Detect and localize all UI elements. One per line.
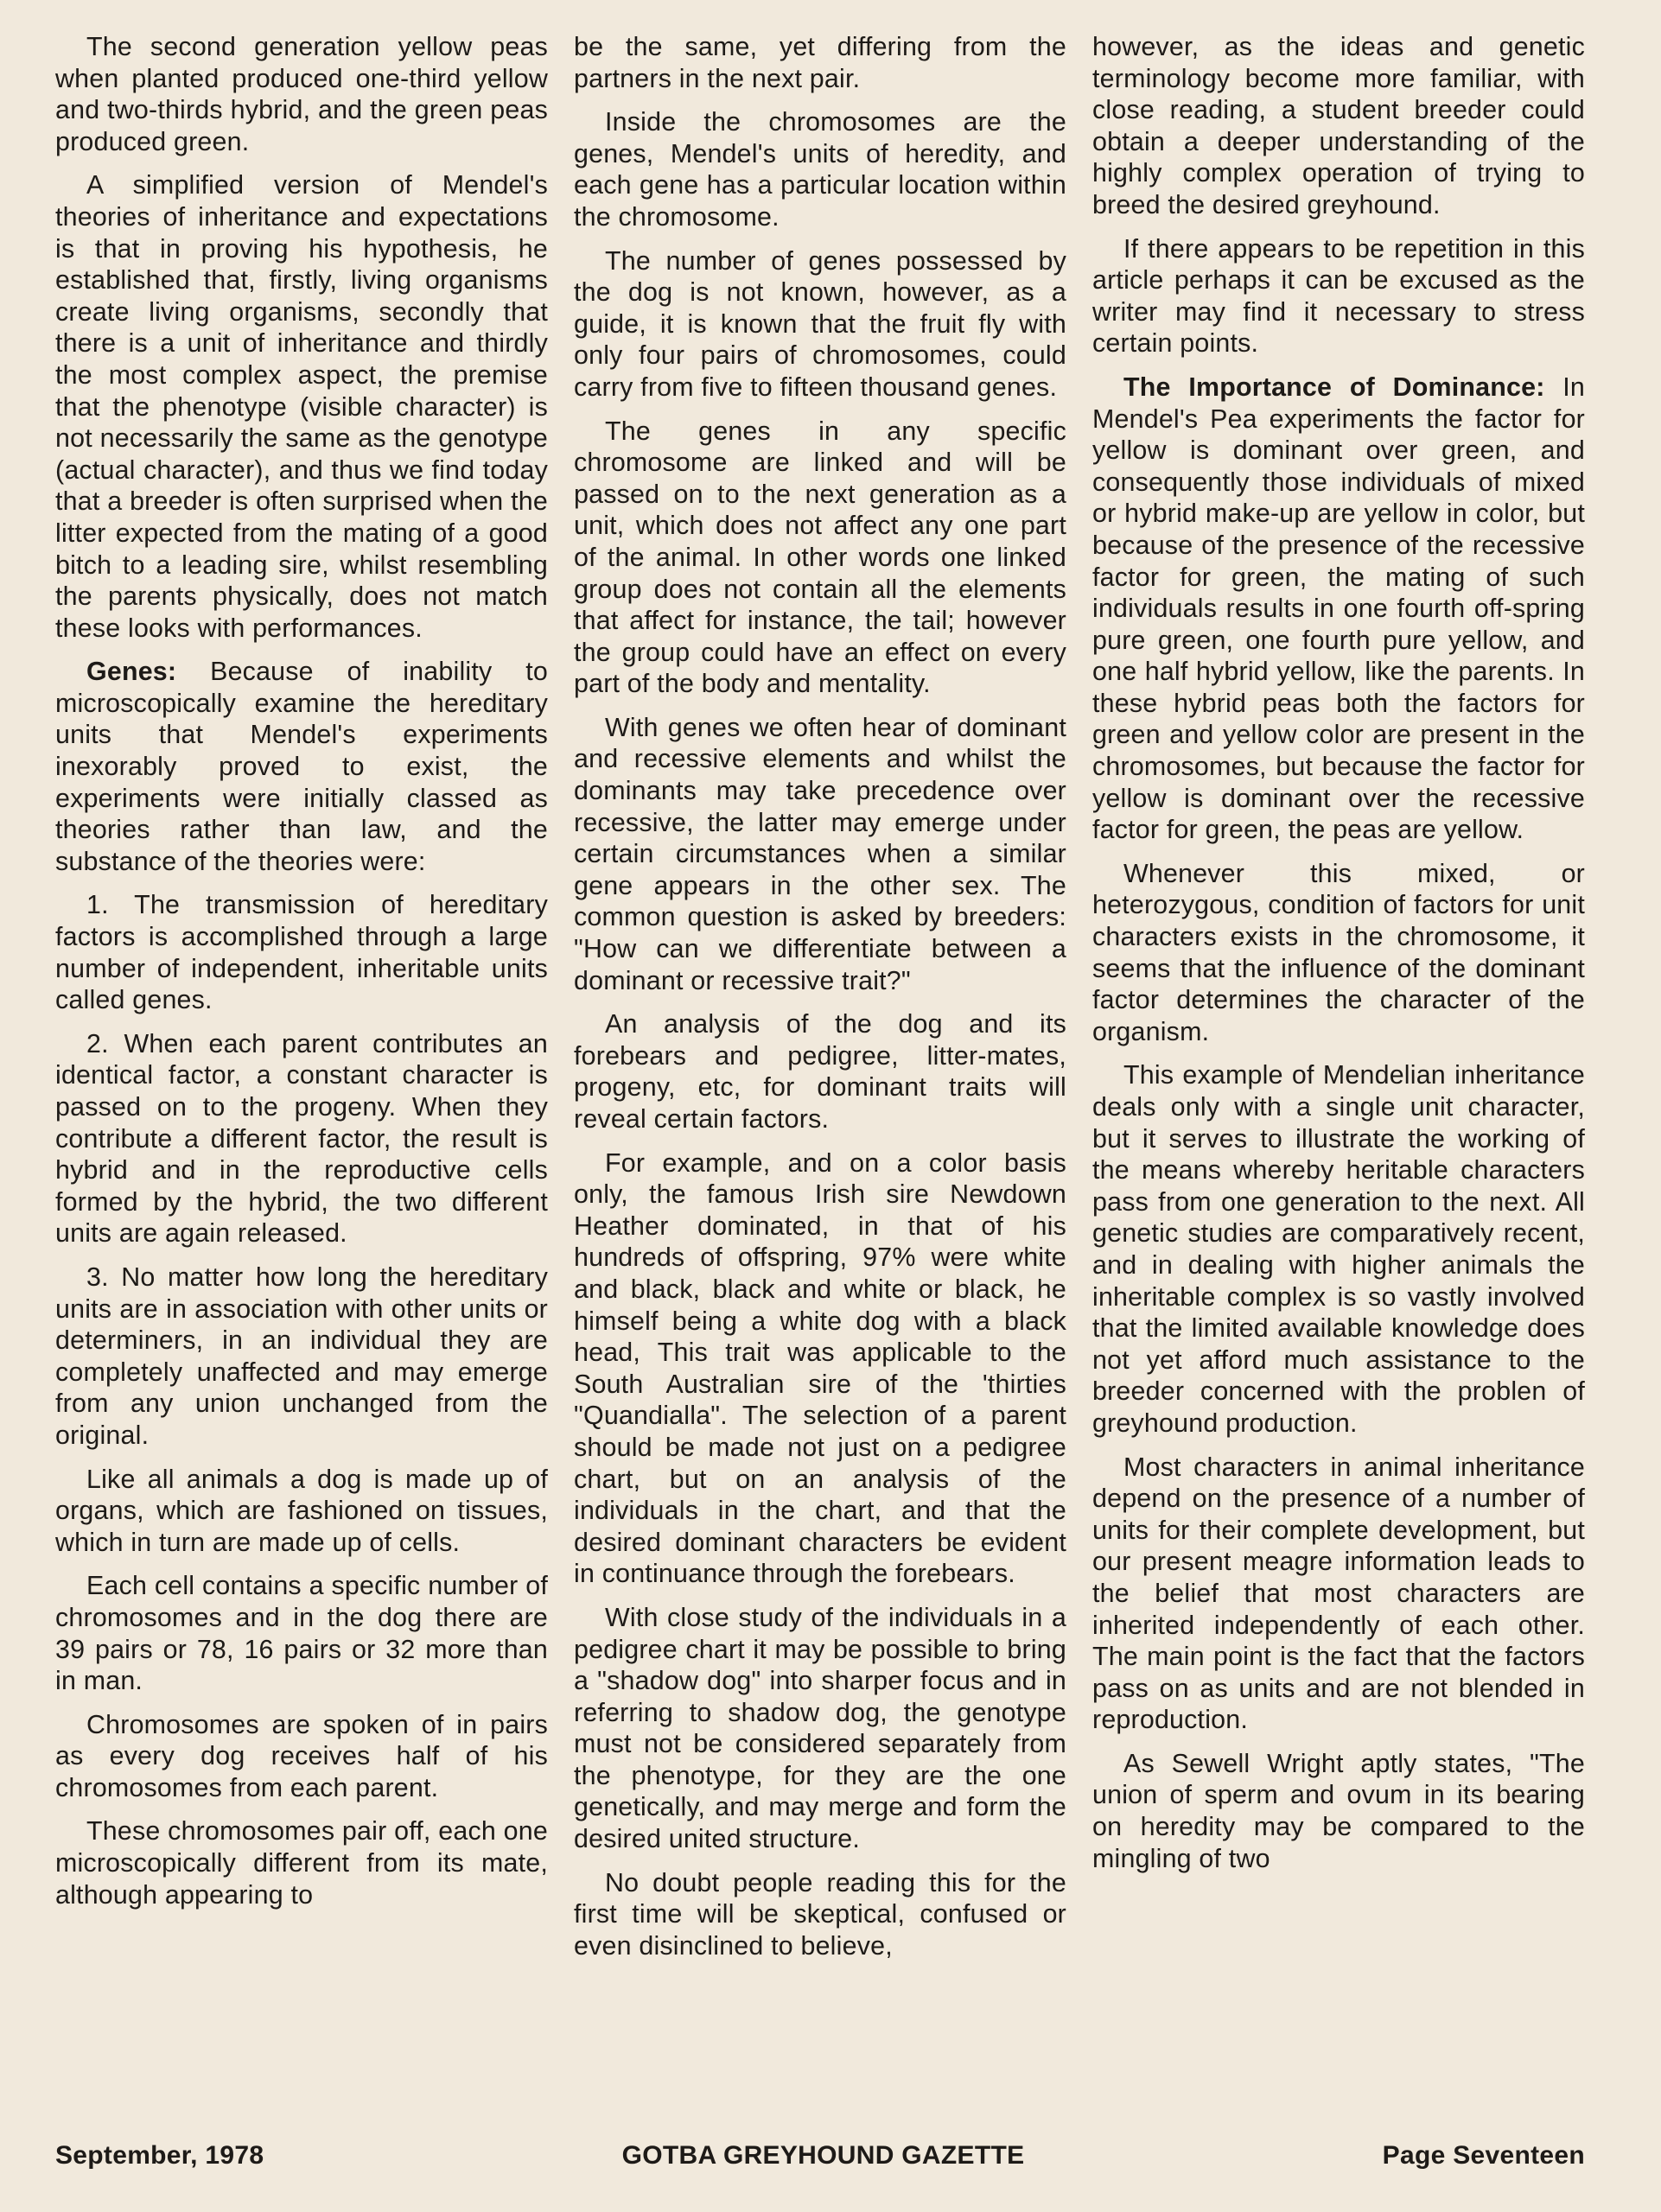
paragraph [55, 1464, 548, 1559]
paragraph [55, 656, 548, 877]
paragraph-text: 3. No matter how long the hereditary units are in association with other units or determiners, in an individual they are completely unaffected and may emerge from any union unchanged from the original. [55, 1262, 548, 1450]
paragraph [1092, 372, 1585, 846]
footer-date: September, 1978 [55, 2141, 264, 2170]
paragraph [574, 1867, 1066, 1962]
paragraph-text: As Sewell Wright aptly states, "The union of sperm and ovum in its bearing on heredity may be compared to the mingling of two [1092, 1748, 1585, 1873]
paragraph-text: With close study of the individuals in a pedigree chart it may be possible to bring a "shadow dog" into sharper focus and in referring to shadow dog, the genotype must not be considered separately from the phenotype, for they are the one genetically, and may merge and form the desired united structure. [574, 1602, 1066, 1854]
paragraph-text: No doubt people reading this for the first time will be skeptical, confused or even disinclined to believe, [574, 1867, 1066, 1961]
paragraph [55, 1815, 548, 1910]
paragraph [55, 1570, 548, 1696]
paragraph [574, 31, 1066, 94]
paragraph [1092, 31, 1585, 221]
paragraph [574, 1602, 1066, 1855]
paragraph [574, 106, 1066, 232]
section-heading: The Importance of Dominance: [1123, 372, 1545, 402]
article-body [55, 31, 1585, 2122]
column-1 [55, 31, 548, 2122]
paragraph-text: A simplified version of Mendel's theories of inheritance and expectations is that in proving his hypothesis, he established that, firstly, living organisms create living organisms, secondly that there is a unit of inheritance and thirdly the most complex aspect, the premise that the phenotype (visible character) is not necessarily the same as the genotype (actual character), and thus we find today that a breeder is often surprised when the litter expected from the mating of a good bitch to a leading sire, whilst resembling the parents physically, does not match these looks with performances. [55, 170, 548, 643]
paragraph [574, 416, 1066, 700]
paragraph [574, 245, 1066, 404]
paragraph-text: If there appears to be repetition in this article perhaps it can be excused as the writer may find it necessary to stress certain points. [1092, 233, 1585, 359]
paragraph-text: be the same, yet differing from the partners in the next pair. [574, 32, 1066, 93]
paragraph-text: The number of genes possessed by the dog is not known, however, as a guide, it is known that the fruit fly with only four pairs of chromosomes, could carry from five to fifteen thousand genes. [574, 245, 1066, 402]
paragraph-text: however, as the ideas and genetic terminology become more familiar, with close reading, a student breeder could obtain a deeper understanding of the highly complex operation of trying to breed the desired greyhound. [1092, 32, 1585, 219]
page-footer [55, 2141, 1585, 2171]
paragraph [1092, 1059, 1585, 1439]
paragraph [55, 1028, 548, 1249]
paragraph-text: These chromosomes pair off, each one microscopically different from its mate, although appearing to [55, 1816, 548, 1910]
paragraph [1092, 1748, 1585, 1874]
paragraph-text: For example, and on a color basis only, the famous Irish sire Newdown Heather dominated, in that of his hundreds of offspring, 97% were white and black, black and white or black, he himself being a white dog with a black head, This trait was applicable to the South Australian sire of the 'thirties "Quandialla". The selection of a parent should be made not just on a pedigree chart, but on an analysis of the individuals in the chart, and that the desired dominant characters be evident in continuance through the forebears. [574, 1147, 1066, 1589]
paragraph-text: The genes in any specific chromosome are linked and will be passed on to the next generation as a unit, which does not affect any one part of the animal. In other words one linked group does not contain all the elements that affect for instance, the tail; however the group could have an effect on every part of the body and mentality. [574, 416, 1066, 699]
paragraph [1092, 858, 1585, 1048]
paragraph [574, 1147, 1066, 1590]
paragraph-text: In Mendel's Pea experiments the factor for yellow is dominant over green, and consequently those individuals of mixed or hybrid make-up are yellow in color, but because of the presence of the recessive factor for green, the mating of such individuals results in one fourth off-spring pure green, one fourth pure yellow, and one half hybrid yellow, like the parents. In these hybrid peas both the factors for green and yellow color are present in the chromosomes, but because the factor for yellow is dominant over the recessive factor for green, the peas are yellow. [1092, 372, 1585, 845]
paragraph-text: This example of Mendelian inheritance deals only with a single unit character, but it serves to illustrate the working of the means whereby heritable characters pass from one generation to the next. All genetic studies are comparatively recent, and in dealing with higher animals the inheritable complex is so vastly involved that the limited available knowledge does not yet afford much assistance to the breeder concerned with the problen of greyhound production. [1092, 1060, 1585, 1438]
paragraph [55, 1262, 548, 1452]
paragraph-text: Like all animals a dog is made up of organs, which are fashioned on tissues, which in turn are made up of cells. [55, 1464, 548, 1557]
paragraph-text: With genes we often hear of dominant and recessive elements and whilst the dominants may take precedence over recessive, the latter may emerge under certain circumstances when a similar gene appears in the other sex. The common question is asked by breeders: "How can we differentiate between a dominant or recessive trait?" [574, 712, 1066, 995]
paragraph-text: Whenever this mixed, or heterozygous, condition of factors for unit characters exists in the chromosome, it seems that the influence of the dominant factor determines the character of the organism. [1092, 858, 1585, 1046]
section-heading: Genes: [86, 657, 177, 687]
paragraph-text: Chromosomes are spoken of in pairs as every dog receives half of his chromosomes from each parent. [55, 1709, 548, 1802]
paragraph [55, 169, 548, 644]
paragraph [574, 1008, 1066, 1135]
paragraph-text: Most characters in animal inheritance depend on the presence of a number of units for their complete development, but our present meagre information leads to the belief that most characters are inherited independently of each other. The main point is the fact that the factors pass on as units and are not blended in reproduction. [1092, 1452, 1585, 1735]
paragraph [55, 31, 548, 157]
footer-publication: GOTBA GREYHOUND GAZETTE [621, 2141, 1025, 2170]
paragraph [55, 1709, 548, 1804]
column-2 [574, 31, 1066, 2122]
paragraph-text: Each cell contains a specific number of chromosomes and in the dog there are 39 pairs or 78, 16 pairs or 32 more than in man. [55, 1571, 548, 1696]
footer-page-number: Page Seventeen [1382, 2141, 1585, 2170]
paragraph-text: 2. When each parent contributes an identical factor, a constant character is passed on to the progeny. When they contribute a different factor, the result is hybrid and in the reproductive cells formed by the hybrid, the two different units are again released. [55, 1028, 548, 1249]
paragraph [1092, 1452, 1585, 1736]
paragraph-text: Inside the chromosomes are the genes, Mendel's units of heredity, and each gene has a particular location within the chromosome. [574, 107, 1066, 232]
paragraph-text: An analysis of the dog and its forebears and pedigree, litter-mates, progeny, etc, for dominant traits will reveal certain factors. [574, 1009, 1066, 1134]
paragraph [574, 712, 1066, 996]
paragraph-text: The second generation yellow peas when planted produced one-third yellow and two-thirds hybrid, and the green peas produced green. [55, 32, 548, 156]
paragraph [1092, 233, 1585, 359]
column-3 [1092, 31, 1585, 2122]
paragraph [55, 889, 548, 1015]
paragraph-text: 1. The transmission of hereditary factors is accomplished through a large number of independent, inheritable units called genes. [55, 890, 548, 1015]
paragraph-text: Because of inability to microscopically examine the hereditary units that Mendel's experiments inexorably proved to exist, the experiments were initially classed as theories rather than law, and the substance of the theories were: [55, 657, 548, 876]
